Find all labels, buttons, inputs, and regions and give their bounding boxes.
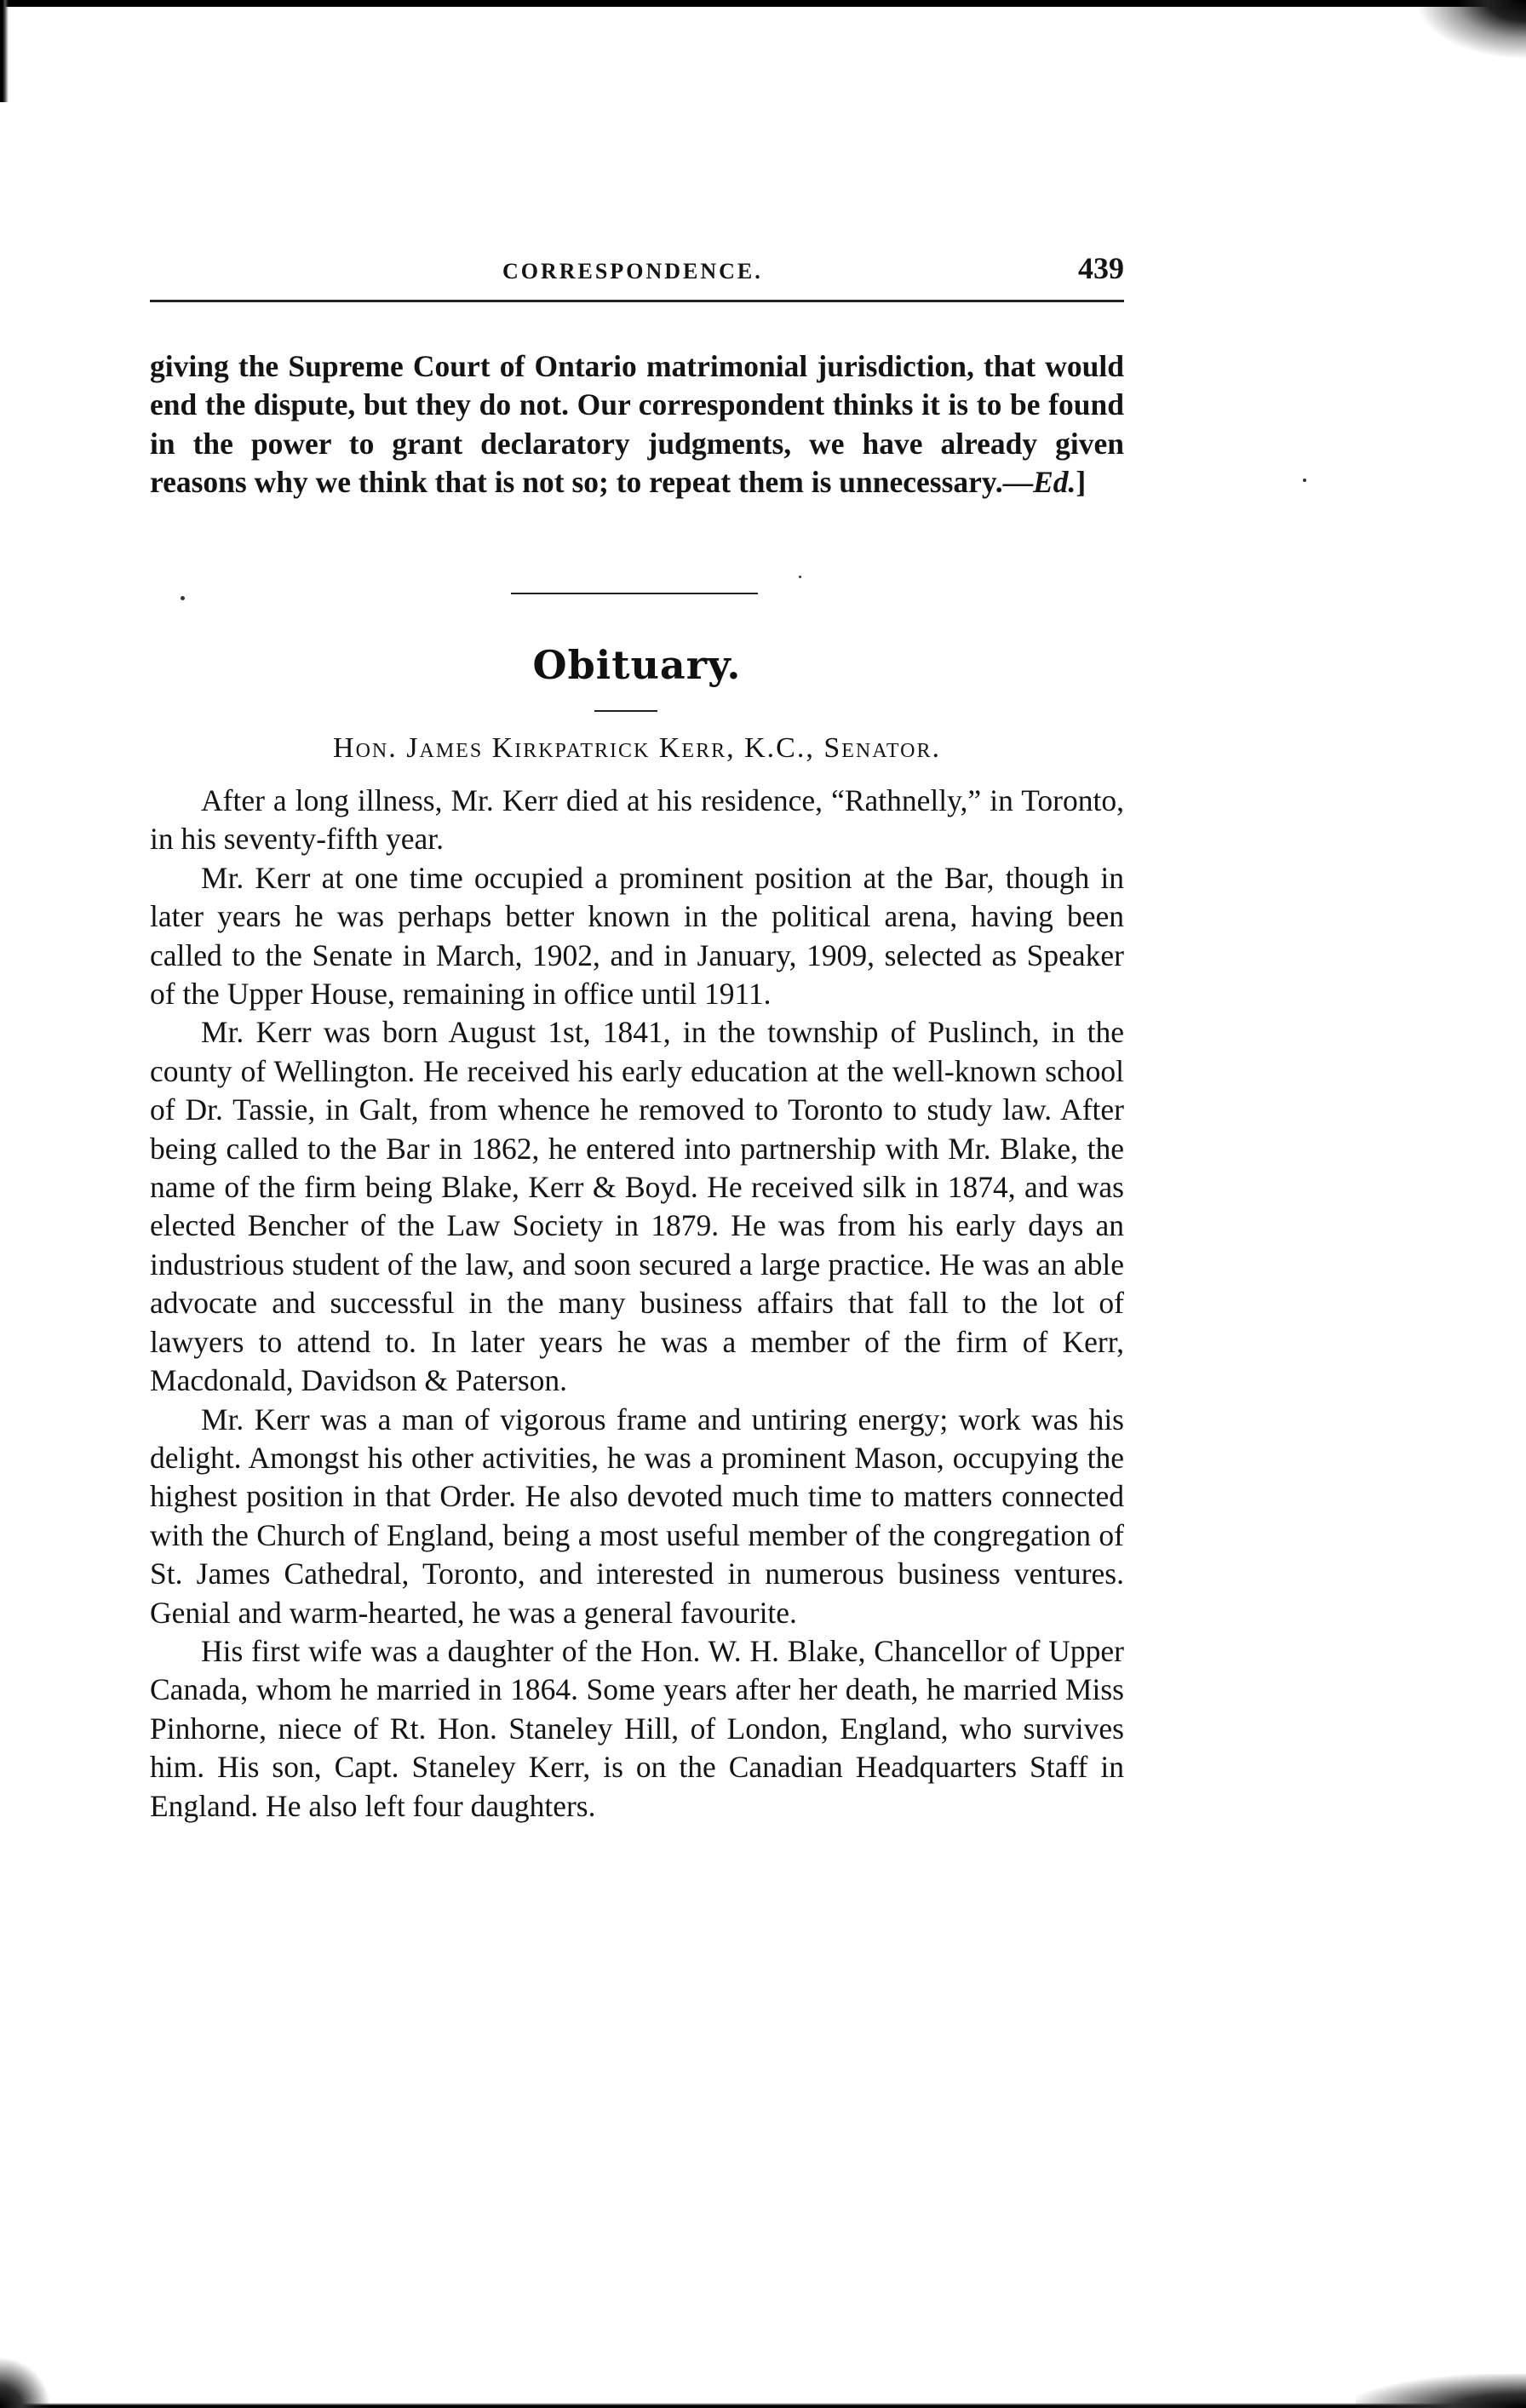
obituary-name: Hon. James Kirkpatrick Kerr, K.C., Senator. — [333, 732, 941, 764]
continuation-text — [150, 347, 1124, 502]
obituary-paragraph: His first wife was a daughter of the Hon. W. H. Blake, Chancellor of Upper Canada, whom he married in 1864. Some years after her death, he married Miss Pinhorne, niece of Rt. Hon. Staneley Hill, of London, England, who survives him. His son, Capt. Staneley Kerr, is on the Canadian Headquarters Staff in England. He also left four daughters. — [150, 1633, 1124, 1823]
editor-mark: Ed. — [1033, 465, 1076, 500]
closing-bracket: ] — [1076, 465, 1087, 500]
section-divider — [511, 593, 758, 594]
obituary-paragraph: Mr. Kerr at one time occupied a prominent position at the Bar, though in later years he was perhaps better known in the political arena, having been called to the Senate in March, 1902, and in January, 1909, selected as Speaker of the Upper House, remaining in office until 1911. — [150, 860, 1124, 1012]
running-title: CORRESPONDENCE. — [502, 259, 763, 284]
scan-edge-bottom — [0, 2403, 1526, 2408]
scan-corner-top-right — [1415, 0, 1526, 60]
obituary-heading: Obituary. — [532, 642, 742, 688]
scan-edge-left — [0, 0, 9, 102]
obituary-body — [150, 782, 1124, 1826]
scan-corner-bottom-right — [1356, 2374, 1526, 2408]
obituary-paragraph: After a long illness, Mr. Kerr died at his residence, “Rathnelly,” in Toronto, in his seventy-fifth year. — [150, 783, 1124, 857]
page-number: 439 — [1078, 251, 1124, 285]
scan-speck — [1303, 479, 1306, 482]
heading-rule — [594, 710, 657, 712]
continuation-paragraph — [150, 347, 1124, 502]
obituary-paragraph: Mr. Kerr was a man of vigorous frame and untiring energy; work was his delight. Amongst his other activities, he was a prominent Mason, occupying the highest position in that Order. He also devoted much time to matters connected with the Church of England, being a most useful member of the congregation of St. James Cathedral, Toronto, and interested in numerous business ventures. Genial and warm-hearted, he was a general favourite. — [150, 1402, 1124, 1630]
continuation-body: giving the Supreme Court of Ontario matrimonial jurisdiction, that would end the dispute, but they do not. Our correspondent thinks it is to be found in the power to grant declaratory judgments, we have already given reasons why we think that is not so; to repeat them is unnecessary.— — [150, 349, 1124, 500]
scan-speck — [181, 596, 185, 600]
header-rule — [150, 300, 1124, 302]
scan-speck — [799, 576, 801, 578]
scan-corner-bottom-left — [0, 2357, 51, 2408]
scan-edge-top — [0, 0, 1526, 7]
running-head — [150, 240, 1124, 291]
obituary-paragraph: Mr. Kerr was born August 1st, 1841, in the township of Puslinch, in the county of Wellington. He received his early education at the well-known school of Dr. Tassie, in Galt, from whence he removed to Toronto to study law. After being called to the Bar in 1862, he entered into partnership with Mr. Blake, the name of the firm being Blake, Kerr & Boyd. He received silk in 1874, and was elected Bencher of the Law Society in 1879. He was from his early days an industrious student of the law, and soon secured a large practice. He was an able advocate and successful in the many business affairs that fall to the lot of lawyers to attend to. In later years he was a member of the firm of Kerr, Macdonald, Davidson & Paterson. — [150, 1015, 1124, 1398]
